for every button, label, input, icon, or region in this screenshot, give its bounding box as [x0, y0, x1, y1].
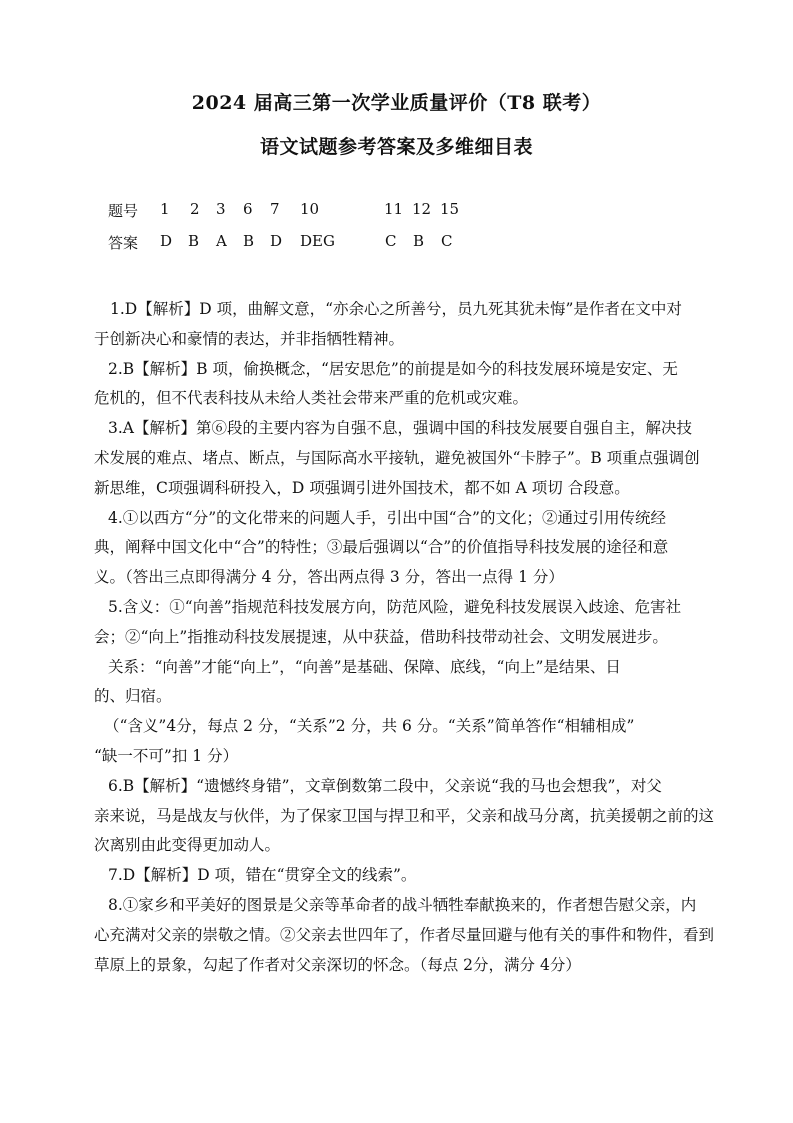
page-title: 2024 届高三第一次学业质量评价（T8 联考） [191, 92, 602, 114]
text-line: （“含义”4分，每点 2 分，“关系”2 分，共 6 分。“关系”简单答作“相辅相成” [104, 717, 635, 736]
page-subtitle: 语文试题参考答案及多维细目表 [259, 136, 533, 158]
explanation-q5-scoring [94, 712, 718, 772]
text-line: 2.B【解析】B 项，偷换概念，“居安思危”的前提是如今的科技发展环境是安定、无 [108, 359, 678, 378]
explanation-q7 [108, 861, 718, 891]
question-number: 10 [300, 200, 320, 218]
row-label-answer: 答案 [108, 234, 139, 252]
answer-letter: C [385, 232, 397, 250]
answer-letter: B [243, 232, 255, 250]
answer-letter: C [441, 232, 453, 250]
text-line: 4.①以西方“分”的文化带来的问题人手，引出中国“合”的文化；②通过引用传统经 [108, 508, 666, 527]
text-line: 3.A【解析】第⑥段的主要内容为自强不息，强调中国的科技发展要自强自主，解决技 [108, 419, 692, 438]
question-number: 1 [160, 200, 170, 218]
question-number: 7 [270, 200, 280, 218]
text-line: 义。（答出三点即得满分 4 分，答出两点得 3 分，答出一点得 1 分） [94, 568, 564, 587]
explanation-q1 [94, 295, 718, 355]
answer-letter: D [270, 232, 283, 250]
text-line: 关系：“向善”才能“向上”，“向善”是基础、保障、底线，“向上”是结果、日 [108, 657, 621, 676]
explanation-q5-meaning [94, 593, 718, 653]
text-line: 术发展的难点、堵点、断点，与国际高水平接轨，避免被国外“卡脖子”。B 项重点强调创 [94, 448, 700, 467]
explanation-q6 [94, 772, 718, 861]
answer-letter: B [188, 232, 200, 250]
explanation-q8 [94, 891, 718, 980]
text-line: 草原上的景象，勾起了作者对父亲深切的怀念。（每点 2分，满分 4分） [94, 955, 581, 974]
explanation-q5-relation [94, 653, 718, 713]
question-number: 2 [190, 200, 200, 218]
explanation-q4 [94, 504, 718, 593]
text-line: 1.D【解析】D 项，曲解文意，“亦余心之所善兮，员九死其犹未悔”是作者在文中对 [110, 300, 682, 318]
answer-letter: B [413, 232, 425, 250]
explanation-q3 [94, 414, 718, 503]
text-line: “缺一不可”扣 1 分） [94, 746, 239, 765]
text-line: 次离别由此变得更加动人。 [94, 836, 281, 855]
text-line: 会；②“向上”指推动科技发展提速，从中获益，借助科技带动社会、文明发展进步。 [94, 627, 668, 646]
answer-letter: A [216, 232, 227, 250]
text-line: 心充满对父亲的崇敬之情。②父亲去世四年了，作者尽量回避与他有关的事件和物件，看到 [94, 925, 715, 944]
text-line: 于创新决心和豪情的表达，并非指牺牲精神。 [94, 329, 405, 348]
text-line: 新思维，C项强调科研投入，D 项强调引进外国技术，都不如 A 项切 合段意。 [94, 478, 630, 497]
question-number: 15 [440, 200, 460, 218]
question-number: 12 [412, 200, 432, 218]
text-line: 典，阐释中国文化中“合”的特性；③最后强调以“合”的价值指导科技发展的途径和意 [94, 538, 669, 557]
answer-letter: D [160, 232, 173, 250]
question-number: 6 [243, 200, 253, 218]
text-line: 8.①家乡和平美好的图景是父亲等革命者的战斗牺牲奉献换来的，作者想告慰父亲，内 [108, 895, 697, 914]
text-line: 5.含义：①“向善”指规范科技发展方向，防范风险，避免科技发展误入歧途、危害社 [108, 597, 682, 616]
explanation-q2 [94, 355, 718, 415]
text-line: 的、归宿。 [94, 687, 172, 706]
question-number: 11 [384, 200, 404, 218]
text-line: 危机的，但不代表科技从未给人类社会带来严重的危机或灾难。 [94, 389, 529, 408]
answer-explanations [94, 295, 718, 980]
text-line: 6.B【解析】“遗憾终身错”，文章倒数第二段中，父亲说“我的马也会想我”，对父 [108, 776, 662, 795]
answer-letter: DEG [300, 232, 335, 250]
text-line: 7.D【解析】D 项，错在“贯穿全文的线索”。 [108, 866, 417, 885]
row-label-question: 题号 [108, 202, 139, 220]
text-line: 亲来说，马是战友与伙伴，为了保家卫国与捍卫和平，父亲和战马分离，抗美援朝之前的这 [94, 806, 715, 825]
question-number: 3 [216, 200, 226, 218]
